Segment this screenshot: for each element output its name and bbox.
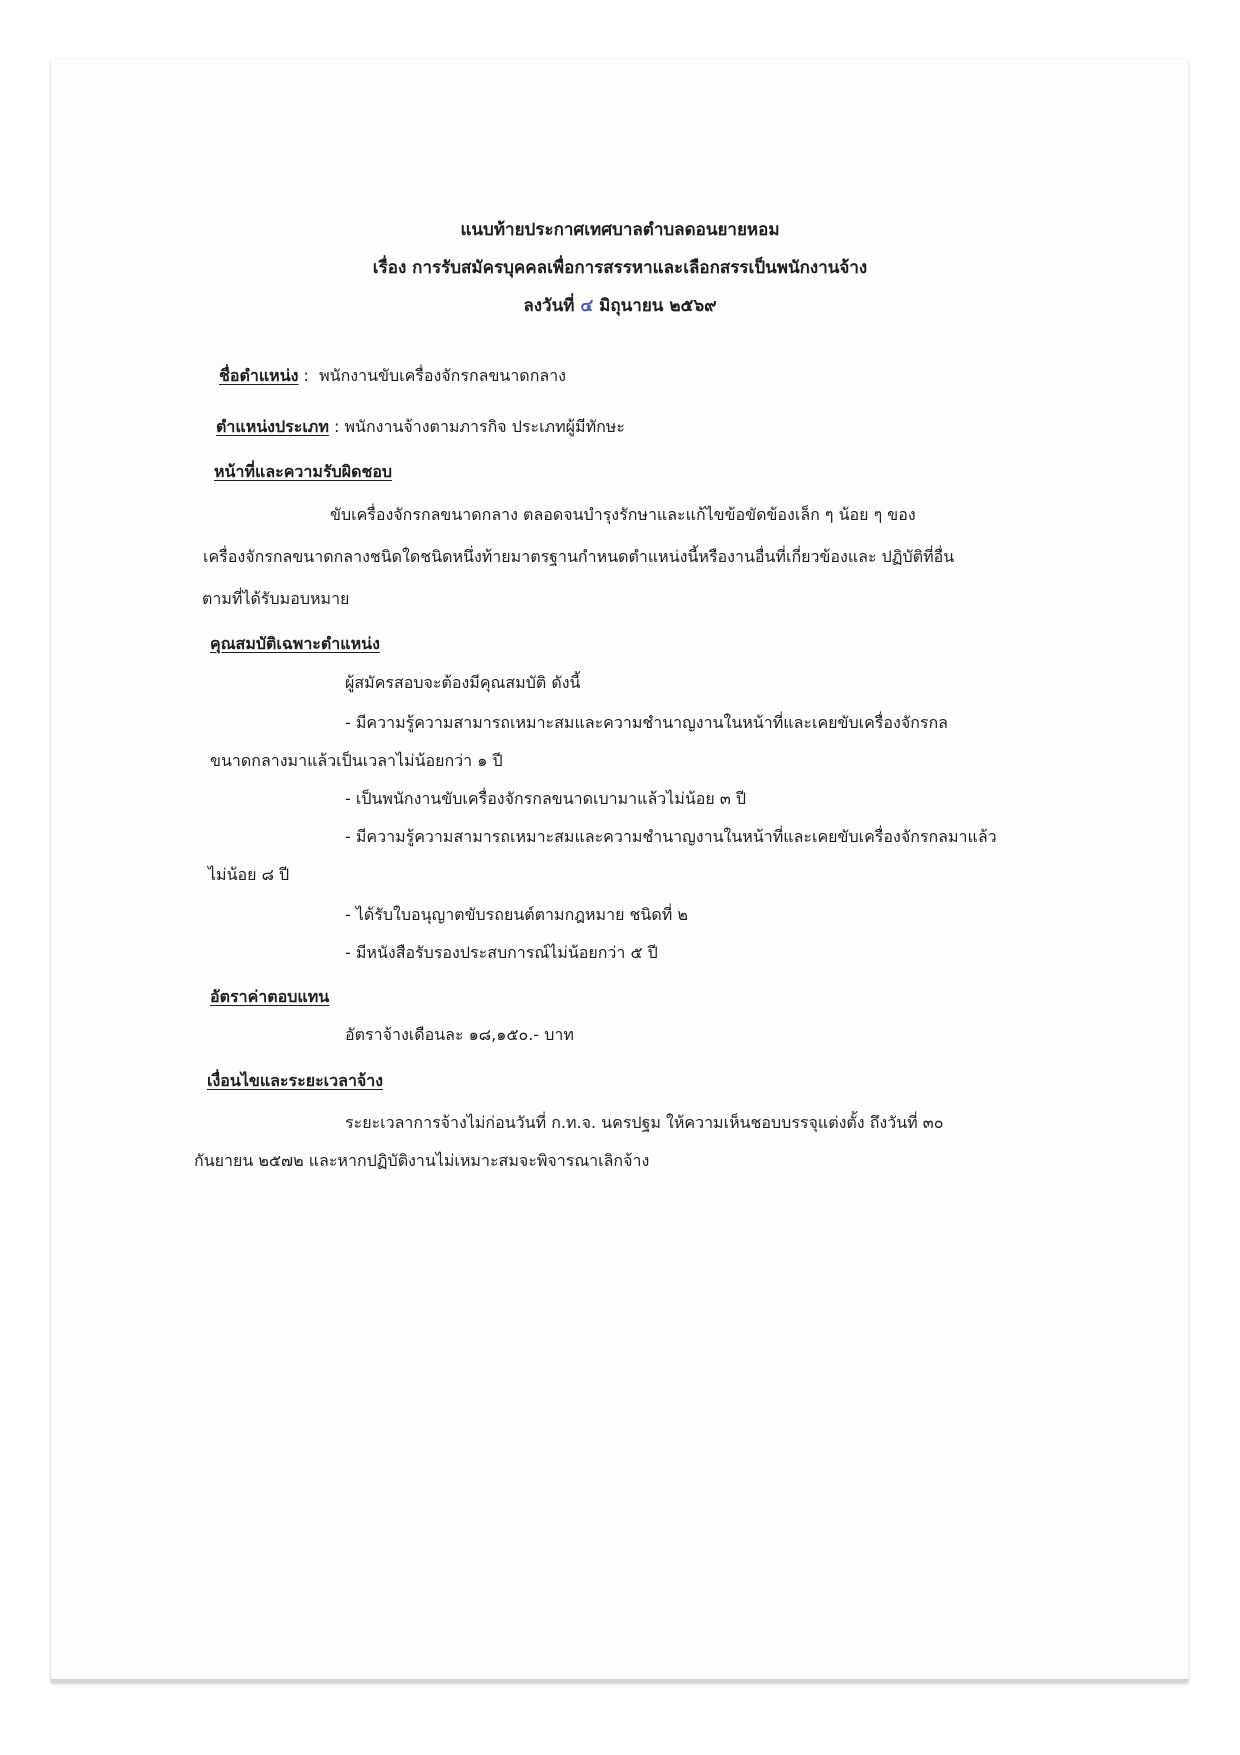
duties-heading: หน้าที่และความรับผิดชอบ (214, 462, 393, 481)
duties-line: ตามที่ได้รับมอบหมาย (202, 589, 350, 608)
position-name-label: ชื่อตำแหน่ง (219, 366, 299, 385)
qualifications-heading: คุณสมบัติเฉพาะตำแหน่ง (210, 634, 380, 653)
qualification-item: ขนาดกลางมาแล้วเป็นเวลาไม่น้อยกว่า ๑ ปี (210, 751, 503, 770)
position-type-value: พนักงานจ้างตามภารกิจ ประเภทผู้มีทักษะ (344, 417, 625, 436)
compensation-heading: อัตราค่าตอบแทน (210, 987, 330, 1006)
qualification-item: ไม่น้อย ๘ ปี (208, 865, 290, 884)
qualification-item: - มีหนังสือรับรองประสบการณ์ไม่น้อยกว่า ๕ ปี (345, 943, 658, 962)
header-title-text: แนบท้ายประกาศเทศบาลตำบลดอนยายหอม (460, 220, 780, 240)
duties-line: เครื่องจักรกลขนาดกลางชนิดใดชนิดหนึ่งท้ายมาตรฐานกำหนดตำแหน่งนี้หรืองานอื่นที่เกี่ยวข้องและ ปฏิบัติที่อื่น (203, 547, 955, 566)
date-month-year: มิถุนายน ๒๕๖๙ (599, 296, 717, 316)
qualification-item: - มีความรู้ความสามารถเหมาะสมและความชำนาญงานในหน้าที่และเคยขับเครื่องจักรกลมาแล้ว (345, 827, 997, 846)
position-type-separator: : (333, 417, 340, 436)
position-type-row (216, 416, 625, 438)
header-subject-text: เรื่อง การรับสมัครบุคคลเพื่อการสรรหาและเลือกสรรเป็นพนักงานจ้าง (372, 258, 868, 278)
terms-heading: เงื่อนไขและระยะเวลาจ้าง (207, 1071, 384, 1090)
date-prefix: ลงวันที่ (523, 296, 575, 316)
compensation-rate: อัตราจ้างเดือนละ ๑๘,๑๕๐.- บาท (345, 1025, 574, 1044)
terms-line: กันยายน ๒๕๗๒ และหากปฏิบัติงานไม่เหมาะสมจะพิจารณาเลิกจ้าง (194, 1151, 650, 1170)
position-type-label: ตำแหน่งประเภท (216, 417, 329, 436)
qualification-item: - ได้รับใบอนุญาตขับรถยนต์ตามกฎหมาย ชนิดที่ ๒ (345, 905, 688, 924)
position-name-separator: : (303, 366, 309, 385)
position-name-row (219, 365, 566, 387)
qualifications-intro: ผู้สมัครสอบจะต้องมีคุณสมบัติ ดังนี้ (345, 673, 581, 692)
header-date (0, 292, 1240, 319)
header-subject (0, 254, 1240, 281)
qualification-item: - มีความรู้ความสามารถเหมาะสมและความชำนาญงานในหน้าที่และเคยขับเครื่องจักรกล (345, 713, 948, 732)
position-name-value: พนักงานขับเครื่องจักรกลขนาดกลาง (319, 366, 566, 385)
date-day: ๔ (580, 296, 594, 316)
terms-line: ระยะเวลาการจ้างไม่ก่อนวันที่ ก.ท.จ. นครปฐม ให้ความเห็นชอบบรรจุแต่งตั้ง ถึงวันที่ ๓๐ (345, 1113, 944, 1132)
duties-line: ขับเครื่องจักรกลขนาดกลาง ตลอดจนบำรุงรักษาและแก้ไขข้อขัดข้องเล็ก ๆ น้อย ๆ ของ (330, 505, 916, 524)
qualification-item: - เป็นพนักงานขับเครื่องจักรกลขนาดเบามาแล้วไม่น้อย ๓ ปี (345, 789, 747, 808)
header-title (0, 216, 1240, 243)
